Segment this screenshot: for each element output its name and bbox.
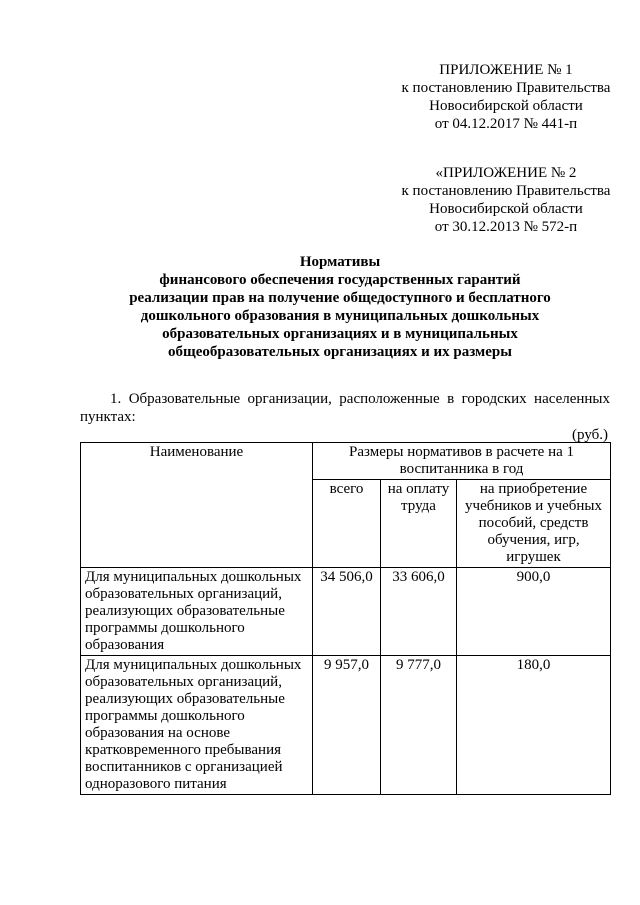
row-name: Для муниципальных дошкольных образовательных организаций, реализующих образовательные программы дошкольного образования на основе кратковременного пребывания воспитанников с организацией одноразового питания [81,656,313,795]
currency-unit: (руб.) [572,427,608,443]
header-total: всего [313,480,381,568]
table-row [81,656,611,795]
title-line-6: общеобразовательных организациях и их размеры [168,344,512,360]
norms-table [80,442,611,795]
title-line-5: образовательных организациях и в муниципальных [162,326,518,342]
row-total: 34 506,0 [313,568,381,656]
appendix-2-title: «ПРИЛОЖЕНИЕ № 2 [435,165,577,181]
section-1-paragraph: 1. Образовательные организации, расположенные в городских населенных пунктах: [80,391,610,425]
header-salary: на оплату труда [381,480,457,568]
header-name: Наименование [81,443,313,568]
row-materials: 900,0 [457,568,611,656]
appendix-2-date-number: от 30.12.2013 № 572-п [434,219,578,235]
title-line-2: финансового обеспечения государственных гарантий [159,272,521,288]
header-materials: на приобретение учебников и учебных пособий, средств обучения, игр, игрушек [457,480,611,568]
row-salary: 9 777,0 [381,656,457,795]
appendix-1-date-number: от 04.12.2017 № 441-п [434,116,578,132]
appendix-2-region: Новосибирской области [429,201,583,217]
appendix-1-title: ПРИЛОЖЕНИЕ № 1 [439,62,573,78]
table-row [81,568,611,656]
title-line-3: реализации прав на получение общедоступного и бесплатного [129,290,551,306]
appendix-1-resolution: к постановлению Правительства [401,80,611,96]
header-group: Размеры нормативов в расчете на 1 воспитанника в год [313,443,611,480]
appendix-2-resolution: к постановлению Правительства [401,183,611,199]
row-materials: 180,0 [457,656,611,795]
row-salary: 33 606,0 [381,568,457,656]
row-total: 9 957,0 [313,656,381,795]
document-title [60,253,620,361]
appendix-1-region: Новосибирской области [429,98,583,114]
appendix-1-header [380,61,632,133]
table-header-row [81,443,611,480]
title-line-1: Нормативы [299,254,381,270]
row-name: Для муниципальных дошкольных образовательных организаций, реализующих образовательные программы дошкольного образования [81,568,313,656]
title-line-4: дошкольного образования в муниципальных дошкольных [140,308,540,324]
appendix-2-header [380,164,632,236]
